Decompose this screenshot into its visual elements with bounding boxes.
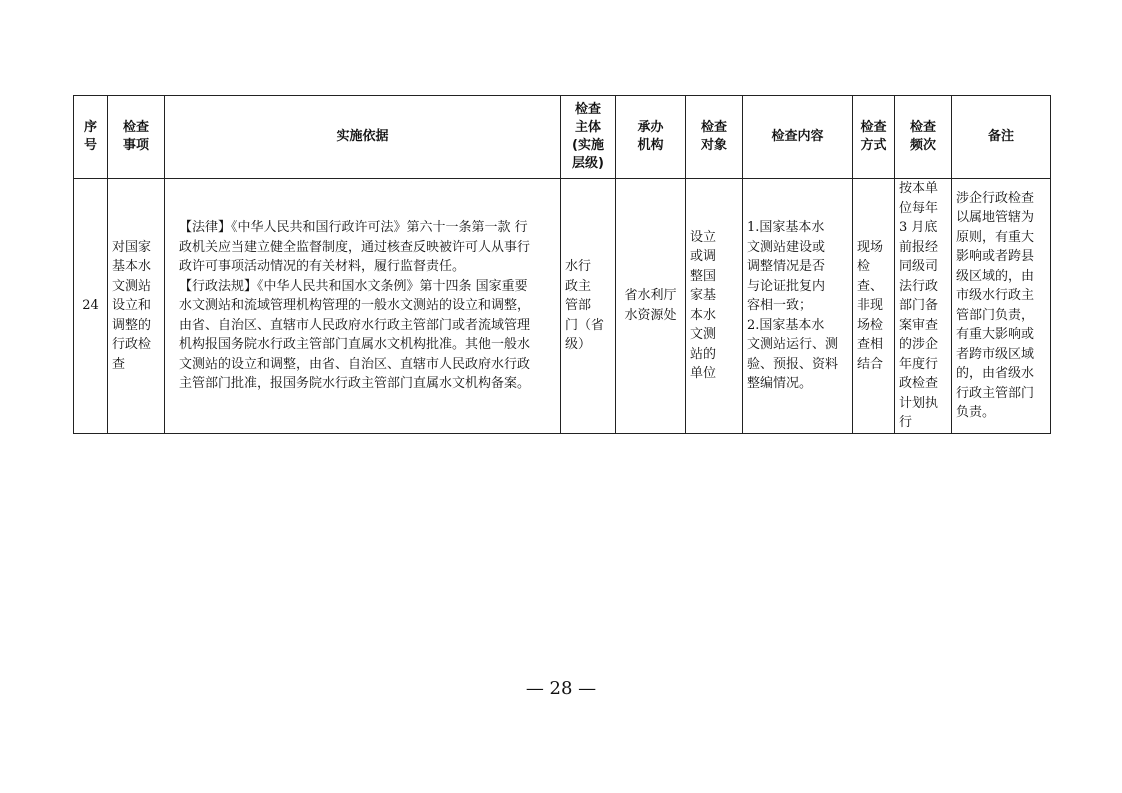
- header-subject: [561, 96, 616, 179]
- cell-line: 部门备: [899, 298, 939, 313]
- cell-line: 级区域的，由: [956, 268, 1035, 284]
- cell-line: 序: [83, 120, 97, 135]
- cell-line: (实施: [572, 138, 604, 153]
- cell-line: 非现: [857, 298, 884, 313]
- cell-line: 号: [83, 138, 97, 153]
- cell-line: 文测站的设立和调整，由省、自治区、直辖市人民政府水行政: [179, 356, 531, 372]
- cell-line: 省水利厅: [624, 288, 677, 304]
- cell-line: 单位: [690, 366, 717, 382]
- cell-basis: [165, 179, 561, 434]
- cell-line: 家基: [690, 288, 717, 304]
- cell-line: 方式: [860, 138, 887, 153]
- cell-line: 查相: [857, 337, 884, 352]
- header-content: [743, 96, 853, 179]
- cell-line: 管部: [565, 298, 592, 313]
- cell-line: 水行: [565, 259, 592, 274]
- cell-line: 场检: [857, 317, 884, 333]
- cell-line: 验、预报、资料: [747, 356, 839, 372]
- cell-line: 与论证批复内: [747, 278, 826, 294]
- cell-line: 对国家: [112, 239, 152, 255]
- cell-line: 设立和: [112, 298, 152, 313]
- cell-line: 调整情况是否: [747, 259, 826, 274]
- cell-line: 同级司: [899, 259, 939, 274]
- cell-line: 【法律】《中华人民共和国行政许可法》第六十一条第一款 行: [179, 220, 528, 235]
- cell-line: 政检查: [899, 376, 939, 391]
- cell-line: 文测站运行、测: [747, 337, 839, 352]
- cell-line: 以属地管辖为: [956, 210, 1035, 226]
- cell-line: 本水: [690, 307, 717, 323]
- cell-line: 对象: [700, 138, 727, 153]
- cell-line: 行政主管部门: [956, 385, 1035, 401]
- cell-line: 主管部门批准，报国务院水行政主管部门直属水文机构备案。: [179, 376, 531, 391]
- cell-line: 文测站建设或: [747, 239, 826, 255]
- cell-object: [686, 179, 743, 434]
- cell-line: 者跨市级区域: [956, 346, 1035, 362]
- cell-line: 结合: [857, 356, 884, 372]
- cell-line: 政许可事项活动情况的有关材料，履行监督责任。: [179, 259, 466, 274]
- cell-line: 层级): [572, 156, 604, 171]
- cell-line: 调整的: [112, 317, 152, 333]
- cell-line: 机构: [637, 138, 664, 153]
- cell-line: 由省、自治区、直辖市人民政府水行政主管部门或者流域管理: [179, 317, 531, 333]
- cell-line: 频次: [909, 138, 936, 153]
- cell-line: 政主: [565, 278, 592, 294]
- cell-line: 年度行: [899, 356, 939, 372]
- cell-line: 【行政法规】《中华人民共和国水文条例》第十四条 国家重要: [179, 278, 528, 294]
- cell-line: 的涉企: [899, 337, 939, 352]
- cell-line: 门（省: [565, 317, 605, 333]
- cell-line: 影响或者跨县: [956, 249, 1035, 265]
- cell-line: 案审查: [899, 317, 939, 333]
- cell-line: 主体: [574, 120, 601, 135]
- cell-line: 查、: [857, 278, 884, 294]
- cell-line: 市级水行政主: [956, 288, 1035, 304]
- header-basis: [165, 96, 561, 179]
- cell-line: 原则，有重大: [956, 229, 1035, 245]
- cell-line: 检: [857, 259, 871, 274]
- cell-line: 文测: [690, 327, 717, 343]
- header-item: [108, 96, 165, 179]
- cell-agency: [616, 179, 686, 434]
- cell-method: [853, 179, 895, 434]
- cell-line: 水资源处: [624, 307, 677, 323]
- cell-line: 检查: [700, 120, 727, 135]
- cell-line: 有重大影响或: [956, 327, 1035, 343]
- header-remarks: [952, 96, 1051, 179]
- cell-line: 整编情况。: [747, 376, 813, 391]
- header-agency: [616, 96, 686, 179]
- cell-line: 现场: [857, 239, 884, 255]
- cell-line: 实施依据: [336, 129, 389, 144]
- cell-line: 检查: [860, 120, 887, 135]
- cell-line: 承办: [637, 120, 664, 135]
- cell-line: 查: [112, 356, 126, 372]
- cell-line: 文测站: [112, 278, 152, 294]
- cell-line: 容相一致；: [747, 298, 813, 313]
- cell-line: 行政检: [112, 337, 152, 352]
- cell-line: 机构报国务院水行政主管部门直属水文机构批准。其他一般水: [179, 337, 531, 352]
- cell-line: 3 月底: [899, 220, 938, 235]
- cell-line: 的，由省级水: [956, 366, 1035, 382]
- cell-line: 事项: [122, 138, 149, 153]
- inspection-table: [73, 95, 1051, 434]
- cell-remarks: [952, 179, 1051, 434]
- cell-item: [108, 179, 165, 434]
- cell-line: 行: [899, 415, 913, 430]
- header-frequency: [895, 96, 952, 179]
- cell-line: 基本水: [112, 259, 152, 274]
- cell-line: 整国: [690, 268, 717, 284]
- cell-subject: [561, 179, 616, 434]
- cell-line: 政机关应当建立健全监督制度，通过核查反映被许可人从事行: [179, 239, 531, 255]
- cell-line: 检查: [909, 120, 936, 135]
- header-row: [74, 96, 1051, 179]
- cell-line: 水文测站和流域管理机构管理的一般水文测站的设立和调整，: [179, 298, 531, 313]
- cell-line: 按本单: [899, 181, 939, 196]
- cell-line: 检查内容: [771, 129, 824, 144]
- cell-line: 涉企行政检查: [956, 190, 1035, 206]
- page-number: — 28 —: [525, 678, 597, 699]
- cell-frequency: [895, 179, 952, 434]
- cell-line: 2.国家基本水: [747, 317, 825, 333]
- cell-line: 级）: [565, 337, 592, 352]
- cell-seq: 24: [74, 179, 108, 434]
- cell-line: 计划执: [899, 395, 939, 411]
- cell-line: 1.国家基本水: [747, 220, 825, 235]
- cell-content: [743, 179, 853, 434]
- header-object: [686, 96, 743, 179]
- cell-line: 或调: [690, 249, 717, 265]
- cell-line: 前报经: [899, 239, 939, 255]
- cell-line: 备注: [987, 129, 1014, 144]
- table-row: [74, 179, 1051, 434]
- cell-line: 法行政: [899, 278, 939, 294]
- cell-line: 设立: [690, 229, 717, 245]
- cell-line: 检查: [574, 102, 601, 117]
- header-method: [853, 96, 895, 179]
- cell-line: 站的: [690, 346, 717, 362]
- cell-line: 检查: [122, 120, 149, 135]
- cell-line: 位每年: [899, 200, 939, 216]
- header-seq: [74, 96, 108, 179]
- cell-line: 负责。: [956, 405, 996, 421]
- cell-line: 管部门负责，: [956, 307, 1035, 323]
